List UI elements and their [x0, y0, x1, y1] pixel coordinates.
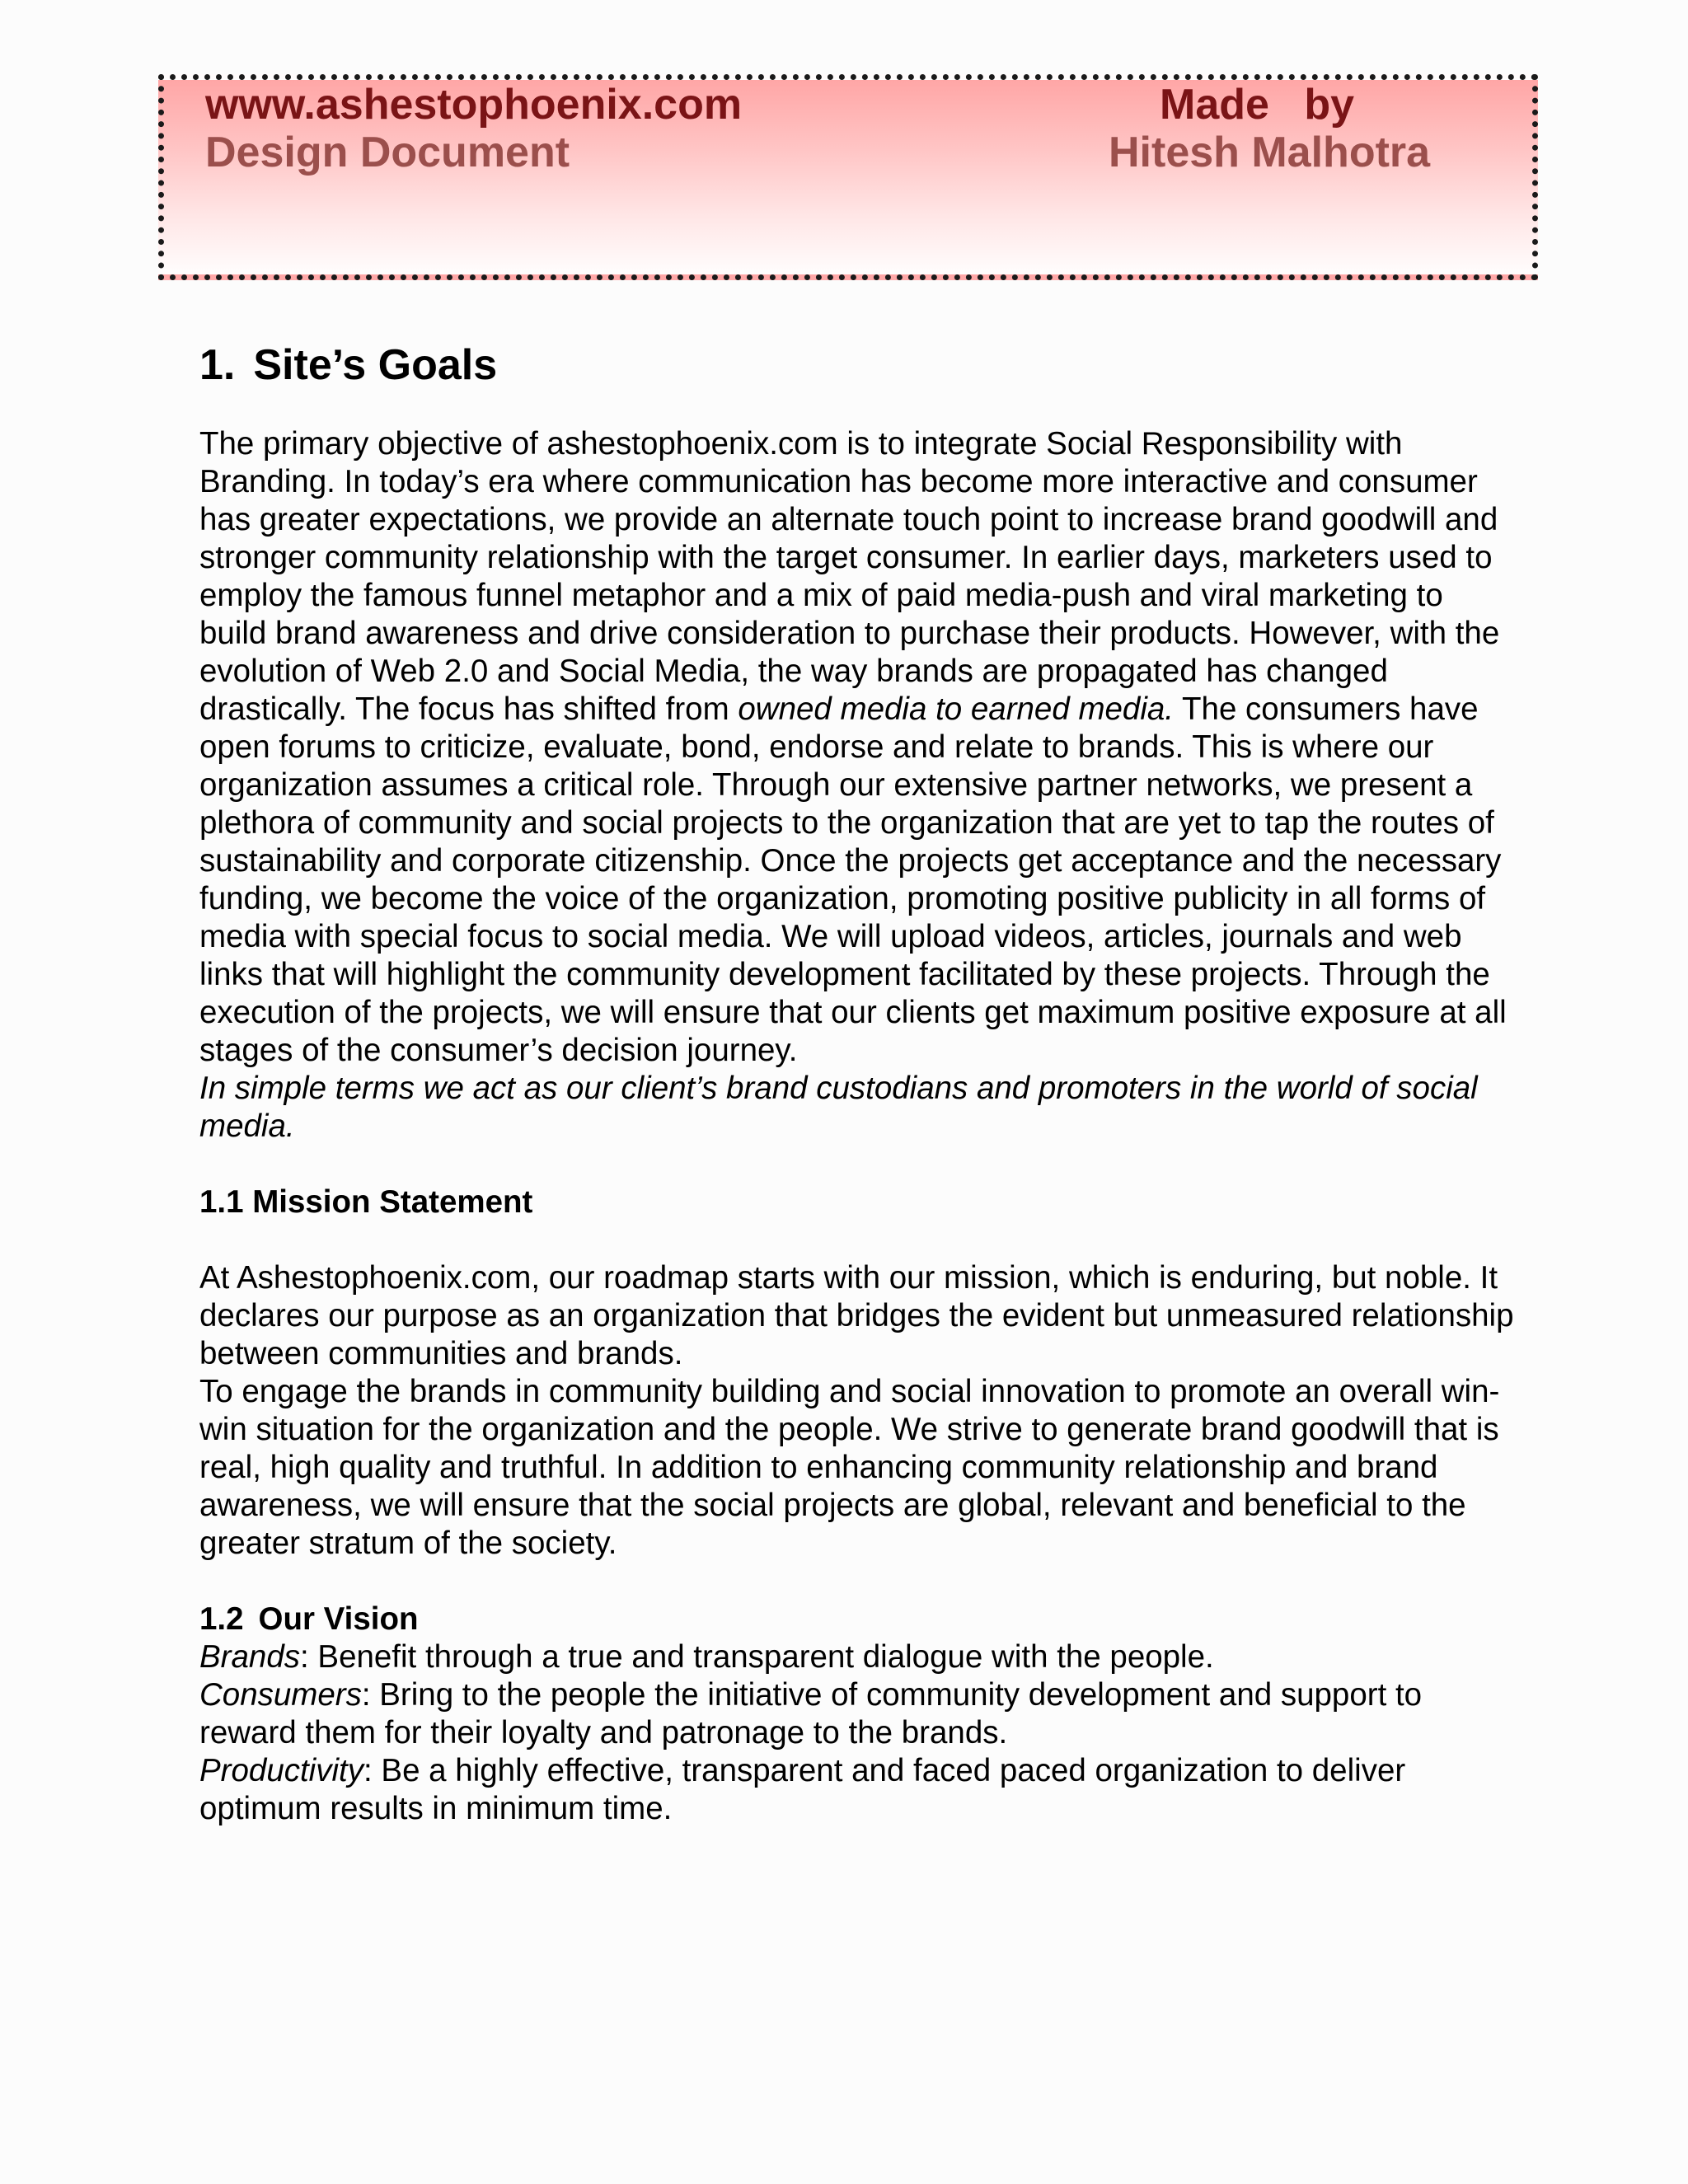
section-title: Site’s Goals: [253, 341, 498, 389]
vision-item-label: Brands: [199, 1639, 300, 1675]
goals-paragraph: [199, 425, 1518, 1070]
vision-number: 1.2: [199, 1601, 244, 1637]
vision-item-consumers: [199, 1676, 1518, 1752]
document-body: [199, 340, 1518, 1828]
mission-paragraph-1: At Ashestophoenix.com, our roadmap starts with our mission, which is enduring, but noble. It declares our purpose as an organization that bridges the evident but unmeasured relationship between communities and brands.: [199, 1260, 1514, 1371]
vision-item-text: : Be a highly effective, transparent and faced paced organization to deliver optimum results in minimum time.: [199, 1753, 1406, 1826]
vision-heading: [199, 1601, 1518, 1638]
vision-title: Our Vision: [258, 1601, 419, 1637]
made-by-label: Made by: [1160, 81, 1355, 129]
site-url: www.ashestophoenix.com: [205, 81, 743, 129]
vision-item-text: : Benefit through a true and transparent dialogue with the people.: [300, 1639, 1214, 1675]
goals-summary: [199, 1070, 1518, 1146]
vision-item-label: Consumers: [199, 1677, 362, 1713]
section-heading-site-goals: [199, 340, 1518, 391]
vision-item-label: Productivity: [199, 1753, 363, 1788]
author-name: Hitesh Malhotra: [1109, 129, 1431, 176]
goals-emphasis: owned media to earned media.: [738, 691, 1175, 727]
vision-item-productivity: [199, 1752, 1518, 1828]
mission-paragraph-2: To engage the brands in community building and social innovation to promote an overall win-win situation for the organization and the people. We strive to generate brand goodwill that is real, high quality and truthful. In addition to enhancing community relationship and brand awareness, we will ensure that the social projects are global, relevant and beneficial to the greater stratum of the society.: [199, 1374, 1500, 1561]
goals-text-part-a: The primary objective of ashestophoenix.com is to integrate Social Responsibility with Branding. In today’s era where communication has become more interactive and consumer has greater expectations, we provide an alternate touch point to increase brand goodwill and stronger community relationship with the target consumer. In earlier days, marketers used to employ the famous funnel metaphor and a mix of paid media-push and viral marketing to build brand awareness and drive consideration to purchase their products. However, with the evolution of Web 2.0 and Social Media, the way brands are propagated has changed drastically. The focus has shifted from: [199, 426, 1500, 727]
vision-item-brands: [199, 1638, 1518, 1676]
document-header: [158, 74, 1538, 280]
goals-text-part-b: The consumers have open forums to criticize, evaluate, bond, endorse and relate to brands. This is where our organization assumes a critical role. Through our extensive partner networks, we present a plethora of community and social projects to the organization that are yet to tap the routes of sustainability and corporate citizenship. Once the projects get acceptance and the necessary funding, we become the voice of the organization, promoting positive publicity in all forms of media with special focus to social media. We will upload videos, articles, journals and web links that will highlight the community development facilitated by these projects. Through the execution of the projects, we will ensure that our clients get maximum positive exposure at all stages of the consumer’s decision journey.: [199, 691, 1507, 1068]
mission-heading: 1.1 Mission Statement: [199, 1184, 533, 1220]
document-type: Design Document: [205, 129, 570, 176]
vision-item-text: : Bring to the people the initiative of community development and support to reward them for their loyalty and patronage to the brands.: [199, 1677, 1423, 1750]
goals-summary-text: In simple terms we act as our client’s brand custodians and promoters in the world of social media.: [199, 1071, 1478, 1144]
section-number: 1.: [199, 341, 236, 389]
